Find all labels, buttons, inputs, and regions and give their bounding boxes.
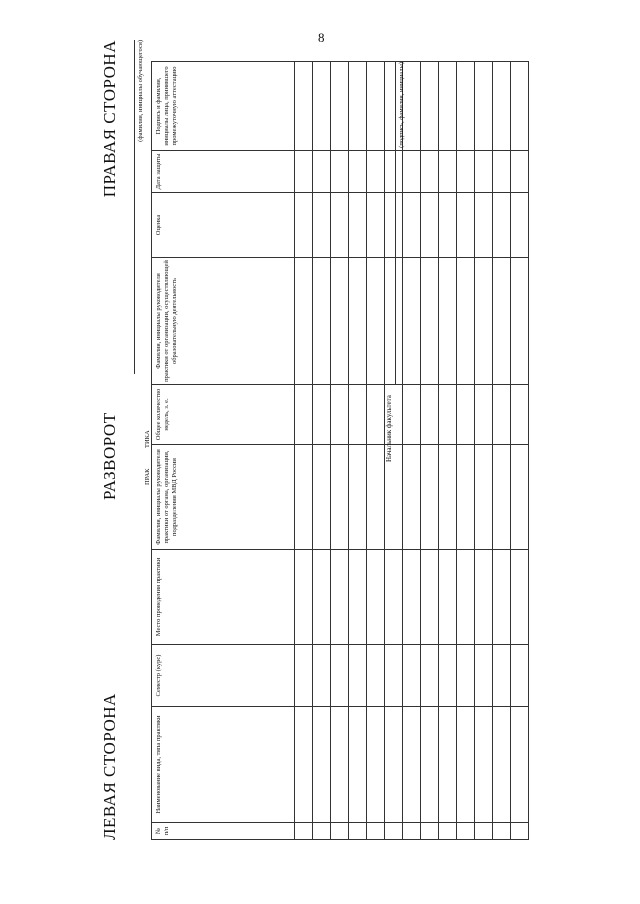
table-cell bbox=[493, 707, 511, 823]
table-cell bbox=[367, 151, 385, 193]
table-cell bbox=[493, 550, 511, 645]
table-cell bbox=[457, 445, 475, 550]
table-row bbox=[475, 62, 493, 840]
dean-signature-caption: (подпись, фамилия, инициалы) bbox=[398, 62, 405, 148]
table-row bbox=[457, 62, 475, 840]
table-cell bbox=[313, 385, 331, 445]
table-cell bbox=[331, 550, 349, 645]
column-header-number: № п/п bbox=[152, 823, 295, 840]
table-row bbox=[367, 62, 385, 840]
student-name-line bbox=[134, 40, 135, 374]
table-cell bbox=[493, 62, 511, 151]
table-cell bbox=[475, 707, 493, 823]
table-cell bbox=[439, 445, 457, 550]
table-cell bbox=[457, 62, 475, 151]
table-cell bbox=[475, 258, 493, 385]
table-cell bbox=[475, 62, 493, 151]
table-cell bbox=[313, 823, 331, 840]
table-cell bbox=[421, 385, 439, 445]
table-cell bbox=[313, 445, 331, 550]
table-cell bbox=[421, 151, 439, 193]
table-cell bbox=[475, 823, 493, 840]
table-cell bbox=[493, 151, 511, 193]
column-header-semester: Семестр (курс) bbox=[152, 645, 295, 707]
table-cell bbox=[331, 645, 349, 707]
table-cell bbox=[511, 193, 529, 258]
table-cell bbox=[457, 385, 475, 445]
table-cell bbox=[421, 707, 439, 823]
table-cell bbox=[493, 445, 511, 550]
table-cell bbox=[349, 151, 367, 193]
table-row bbox=[439, 62, 457, 840]
column-header-grade: Оценка bbox=[152, 193, 295, 258]
table-body bbox=[295, 62, 529, 840]
table-cell bbox=[349, 445, 367, 550]
table-cell bbox=[457, 645, 475, 707]
table-cell bbox=[421, 823, 439, 840]
table-cell bbox=[295, 62, 313, 151]
table-cell bbox=[295, 445, 313, 550]
table-cell bbox=[367, 707, 385, 823]
column-header-mvd-supervisor: Фамилия, инициалы руководителя практики от органа, организации, подразделения МВД России bbox=[152, 445, 295, 550]
table-cell bbox=[421, 193, 439, 258]
table-row bbox=[349, 62, 367, 840]
table-cell bbox=[313, 550, 331, 645]
table-cell bbox=[295, 823, 313, 840]
column-header-practice-place: Место проведения практики bbox=[152, 550, 295, 645]
table-cell bbox=[493, 193, 511, 258]
table-cell bbox=[439, 823, 457, 840]
table-cell bbox=[511, 645, 529, 707]
table-cell bbox=[349, 258, 367, 385]
table-cell bbox=[331, 707, 349, 823]
table-cell bbox=[511, 445, 529, 550]
table-cell bbox=[295, 258, 313, 385]
table-cell bbox=[493, 385, 511, 445]
table-cell bbox=[295, 151, 313, 193]
table-cell bbox=[295, 645, 313, 707]
table-cell bbox=[511, 151, 529, 193]
table-cell bbox=[511, 707, 529, 823]
column-header-weeks: Общее количество недель, з. е. bbox=[152, 385, 295, 445]
table-cell bbox=[349, 385, 367, 445]
table-cell bbox=[331, 151, 349, 193]
table-row bbox=[295, 62, 313, 840]
section-title-left-part: ПРАК bbox=[144, 468, 151, 485]
table-cell bbox=[421, 62, 439, 151]
table-cell bbox=[457, 707, 475, 823]
table-cell bbox=[511, 62, 529, 151]
table-cell bbox=[475, 193, 493, 258]
table-cell bbox=[475, 645, 493, 707]
table-cell bbox=[439, 385, 457, 445]
table-cell bbox=[367, 62, 385, 151]
table-cell bbox=[367, 258, 385, 385]
table-cell bbox=[331, 823, 349, 840]
table-cell bbox=[313, 193, 331, 258]
column-header-practice-type: Наименование вида, типа практики bbox=[152, 707, 295, 823]
table-cell bbox=[349, 645, 367, 707]
column-header-signature: Подпись и фамилия, инициалы лица, принявшего промежуточную аттестацию bbox=[152, 62, 295, 151]
table-cell bbox=[439, 550, 457, 645]
table-cell bbox=[367, 193, 385, 258]
table-cell bbox=[493, 258, 511, 385]
table-cell bbox=[331, 258, 349, 385]
table-cell bbox=[421, 645, 439, 707]
table-cell bbox=[349, 823, 367, 840]
table-cell bbox=[475, 550, 493, 645]
table-row bbox=[493, 62, 511, 840]
table-cell bbox=[439, 151, 457, 193]
left-side-heading: ЛЕВАЯ СТОРОНА bbox=[100, 693, 119, 840]
table-cell bbox=[475, 445, 493, 550]
table-cell bbox=[439, 193, 457, 258]
table-cell bbox=[313, 258, 331, 385]
table-row bbox=[421, 62, 439, 840]
table-cell bbox=[457, 550, 475, 645]
table-cell bbox=[367, 550, 385, 645]
table-cell bbox=[475, 385, 493, 445]
table-cell bbox=[457, 193, 475, 258]
student-name-caption: (фамилия, инициалы обучающегося) bbox=[137, 40, 144, 142]
table-cell bbox=[367, 385, 385, 445]
table-cell bbox=[511, 385, 529, 445]
spread-heading: РАЗВОРОТ bbox=[100, 412, 119, 500]
table-cell bbox=[439, 645, 457, 707]
page-number: 8 bbox=[318, 30, 325, 45]
table-cell bbox=[349, 707, 367, 823]
table-cell bbox=[457, 823, 475, 840]
table-cell bbox=[313, 707, 331, 823]
table-cell bbox=[349, 550, 367, 645]
table-cell bbox=[457, 151, 475, 193]
table-row bbox=[511, 62, 529, 840]
table-cell bbox=[421, 550, 439, 645]
table-cell bbox=[421, 445, 439, 550]
practice-table bbox=[151, 61, 529, 840]
table-cell bbox=[511, 258, 529, 385]
table-cell bbox=[331, 445, 349, 550]
table-cell bbox=[349, 62, 367, 151]
table-cell bbox=[439, 707, 457, 823]
table-cell bbox=[367, 645, 385, 707]
column-header-defense-date: Дата защиты bbox=[152, 151, 295, 193]
table-cell bbox=[367, 823, 385, 840]
table-cell bbox=[331, 62, 349, 151]
table-cell bbox=[493, 823, 511, 840]
table-cell bbox=[367, 445, 385, 550]
table-cell bbox=[295, 193, 313, 258]
table-row bbox=[331, 62, 349, 840]
footer-signature-block bbox=[385, 62, 409, 840]
table-header-row bbox=[152, 62, 295, 840]
table-cell bbox=[421, 258, 439, 385]
table-cell bbox=[457, 258, 475, 385]
table-cell bbox=[331, 385, 349, 445]
table-cell bbox=[295, 550, 313, 645]
column-header-edu-supervisor: Фамилия, инициалы руководителя практики от организации, осуществляющей образовательную деятельность bbox=[152, 258, 295, 385]
table-cell bbox=[439, 258, 457, 385]
section-title-right-part: ТИКА bbox=[144, 430, 151, 448]
dean-label: Начальник факультета bbox=[385, 395, 393, 462]
table-cell bbox=[331, 193, 349, 258]
table-cell bbox=[475, 151, 493, 193]
table-row bbox=[313, 62, 331, 840]
table-cell bbox=[295, 385, 313, 445]
dean-signature-line bbox=[395, 62, 396, 384]
table-cell bbox=[313, 62, 331, 151]
table-cell bbox=[313, 151, 331, 193]
table-cell bbox=[295, 707, 313, 823]
right-side-heading: ПРАВАЯ СТОРОНА bbox=[100, 40, 119, 198]
table-cell bbox=[511, 550, 529, 645]
table-cell bbox=[313, 645, 331, 707]
table-cell bbox=[493, 645, 511, 707]
table-cell bbox=[439, 62, 457, 151]
table-cell bbox=[349, 193, 367, 258]
rotated-form-spread bbox=[100, 40, 405, 840]
table-cell bbox=[511, 823, 529, 840]
